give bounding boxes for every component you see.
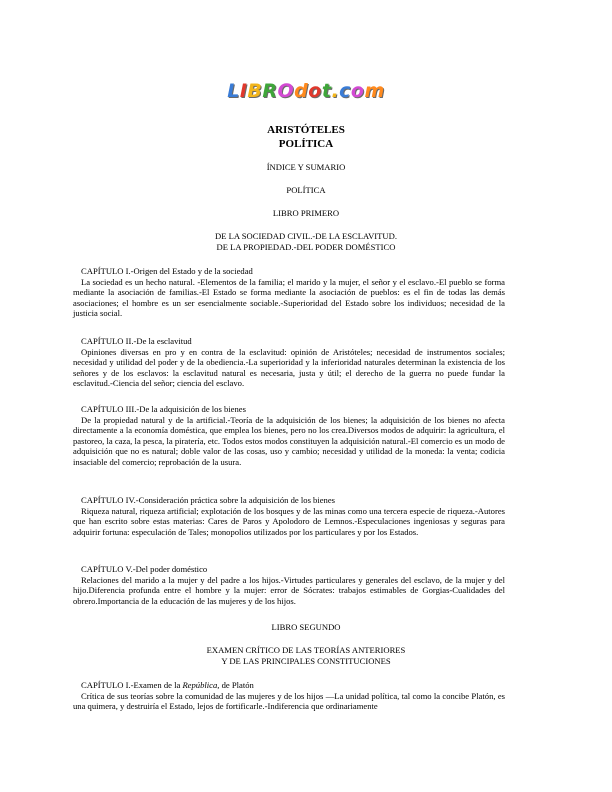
book2-description-line1: EXAMEN CRÍTICO DE LAS TEORÍAS ANTERIORES — [206, 645, 406, 655]
book1-description-line2: DE LA PROPIEDAD.-DEL PODER DOMÉSTICO — [216, 242, 396, 252]
chapter-summary: De la propiedad natural y de la artificial.-Teoría de la adquisición de los bienes; la adquisición de los bienes no afecta directamente a la economía doméstica, que emplea los bienes, pero no los crea.Diversos modos de adquirir: la agricultura, el pastoreo, la caza, la pesca, la piratería, etc. Todos estos modos constituyen la adquisición natural.-El comercio es un modo de adquisición que no es natural; doble valor de las cosas, uso y cambio; necesidad y utilidad de la moneda: la venta; codicia insaciable del comercio; reprobación de la usura. — [73, 414, 505, 467]
logo-letter: O — [277, 80, 295, 102]
index-heading: ÍNDICE Y SUMARIO — [266, 162, 346, 172]
author-title: ARISTÓTELES — [267, 124, 345, 136]
book2-heading: LIBRO SEGUNDO — [271, 622, 341, 632]
logo-letter: . — [331, 80, 340, 102]
subtitle-heading: POLÍTICA — [286, 185, 326, 195]
chapter-heading — [73, 680, 505, 691]
librodot-logo — [0, 80, 612, 102]
book1-description-line1: DE LA SOCIEDAD CIVIL.-DE LA ESCLAVITUD. — [215, 231, 397, 241]
chapter-summary: Riqueza natural, riqueza artificial; explotación de los bosques y de las minas como una tercera especie de riqueza.-Autores que han escrito sobre estas materias: Cares de Paros y Apolodoro de Lemnos.-Especulaciones ingeniosas y seguras para adquirir fortuna: especulación de Tales; monopolios utilizados por los particulares y por los Estados. — [73, 505, 505, 537]
chapter-heading-text: de Platón — [219, 680, 254, 690]
chapter-section — [73, 680, 505, 712]
logo-letter: o — [350, 80, 365, 102]
logo-letter: L — [227, 80, 240, 102]
logo-letter: c — [339, 80, 351, 102]
logo-letter: d — [294, 80, 309, 102]
logo-letter: B — [247, 80, 263, 102]
chapter-heading-text: CAPÍTULO I.-Examen de la — [81, 680, 183, 690]
chapter-heading: CAPÍTULO I.-Origen del Estado y de la sociedad — [81, 266, 253, 276]
chapter-heading-italic: República, — [182, 680, 220, 690]
chapter-section — [73, 564, 505, 606]
book2-description-line2: Y DE LAS PRINCIPALES CONSTITUCIONES — [221, 656, 391, 666]
chapter-section — [73, 495, 505, 537]
book1-heading: LIBRO PRIMERO — [272, 208, 340, 218]
logo-letter: I — [239, 80, 248, 102]
chapter-summary: Crítica de sus teorías sobre la comunidad de las mujeres y de los hijos —La unidad política, tal como la concibe Platón, es una quimera, y destruiría el Estado, lejos de fortificarle.-Indiferencia que ordinariamente — [73, 690, 505, 712]
work-title: POLÍTICA — [278, 138, 334, 150]
chapter-section — [73, 404, 505, 468]
chapter-summary: Opiniones diversas en pro y en contra de la esclavitud: opinión de Aristóteles; necesidad de instrumentos sociales; necesidad y utilidad del poder y de la obediencia.-La superioridad y la inferioridad naturales determinan la existencia de los señores y de los esclavos: la esclavitud natural es necesaria, justa y útil; el derecho de la guerra no puede fundar la esclavitud.-Ciencia del señor; ciencia del esclavo. — [73, 346, 505, 389]
chapter-section — [73, 336, 505, 389]
chapter-heading: CAPÍTULO IV.-Consideración práctica sobre la adquisición de los bienes — [81, 495, 336, 505]
chapter-section — [73, 266, 505, 319]
logo-letter: R — [262, 80, 278, 102]
chapter-heading: CAPÍTULO II.-De la esclavitud — [81, 336, 192, 346]
logo-letter: t — [321, 80, 332, 102]
chapter-summary: Relaciones del marido a la mujer y del padre a los hijos.-Virtudes particulares y generales del esclavo, de la mujer y del hijo.Diferencia profunda entre el hombre y la mujer: error de Sócrates: trabajos estimables de Gorgias-Cualidades del obrero.Importancia de la educación de las mujeres y de los hijos. — [73, 574, 505, 606]
chapter-heading: CAPÍTULO III.-De la adquisición de los bienes — [81, 404, 246, 414]
chapter-heading: CAPÍTULO V.-Del poder doméstico — [81, 564, 208, 574]
chapter-summary: La sociedad es un hecho natural. -Elementos de la familia; el marido y la mujer, el señor y el esclavo.-El pueblo se forma mediante la asociación de familias.-El Estado se forma mediante la asociación de pueblos: es el fin de todas las demás asociaciones; el hombre es un ser esencialmente sociable.-Superioridad del Estado sobre los individuos; necesidad de la justicia social. — [73, 276, 505, 319]
logo-letter: o — [308, 80, 322, 102]
logo-letter: m — [364, 80, 385, 102]
